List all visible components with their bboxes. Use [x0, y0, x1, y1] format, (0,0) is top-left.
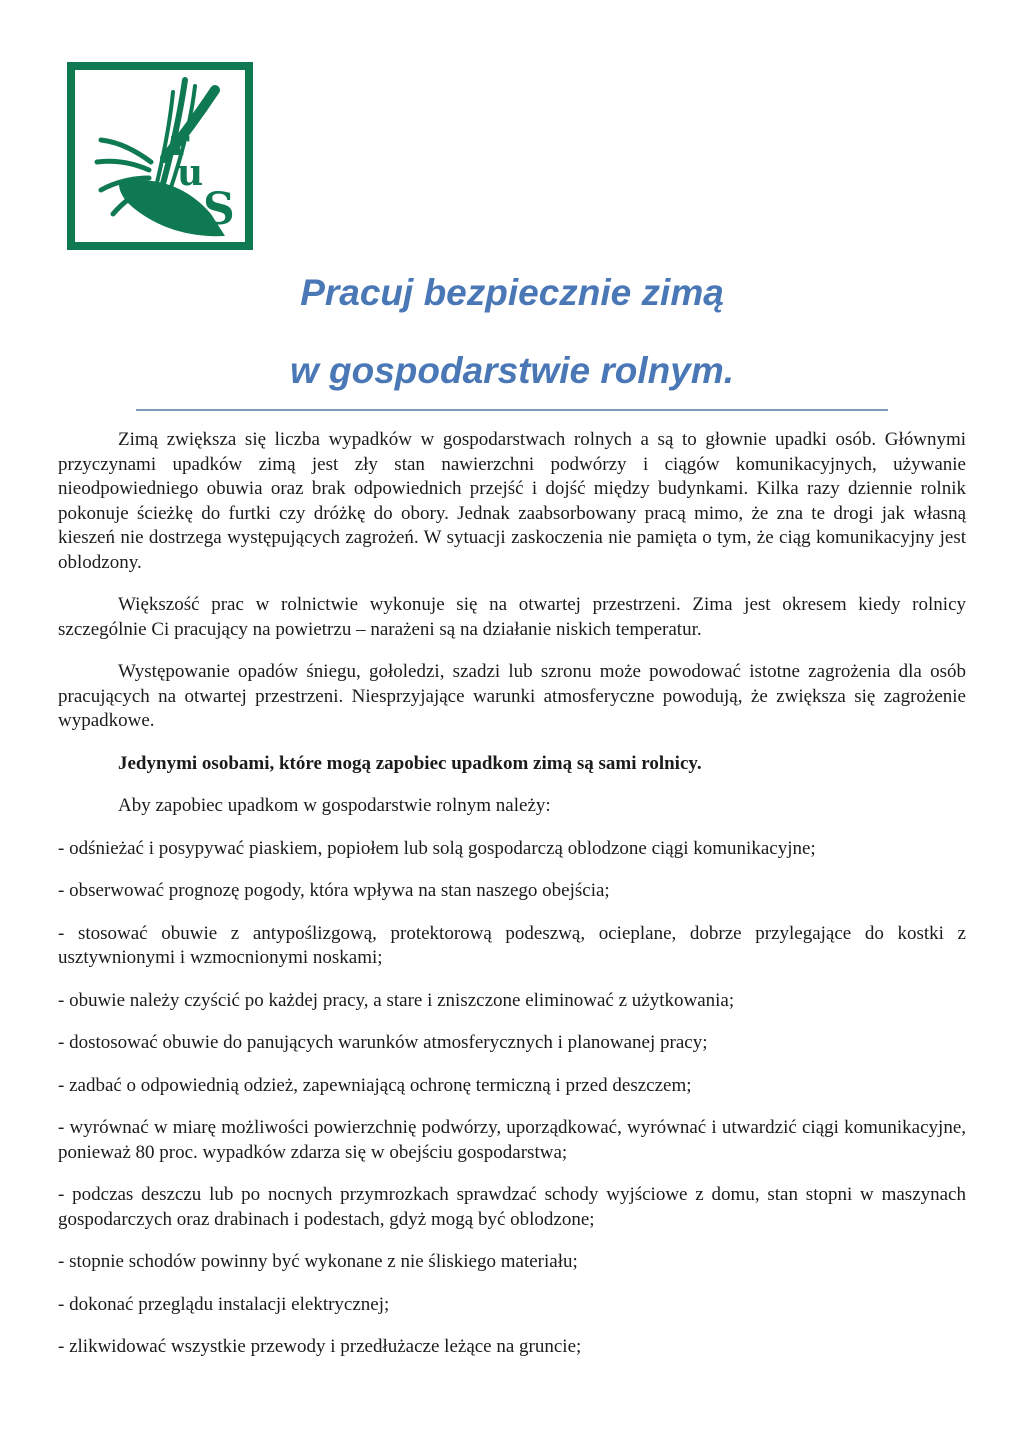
- title-divider: [136, 409, 888, 411]
- paragraph-weather-hazards: Występowanie opadów śniegu, gołoledzi, szadzi lub szronu może powodować istotne zagrożenia dla osób pracujących na otwartej przestrzeni. Niesprzyjające warunki atmosferyczne powodują, że zwiększa się zagrożenie wypadkowe.: [58, 661, 966, 731]
- logo-letter-r: r: [170, 122, 189, 164]
- krus-logo: [67, 62, 253, 250]
- list-item-yard-levelling: - wyrównać w miarę możliwości powierzchnię podwórzy, uporządkować, wyrównać i utwardzić ciągi komunikacyjne, ponieważ 80 proc. wypadków zdarza się w obejściu gospodarstwa;: [58, 1117, 966, 1163]
- krus-logo-image: [67, 62, 253, 250]
- list-item-electrical-inspection: - dokonać przeglądu instalacji elektrycznej;: [58, 1293, 390, 1315]
- document-title-line1: Pracuj bezpiecznie zimą: [300, 272, 724, 313]
- list-item-footwear-conditions: - dostosować obuwie do panujących warunków atmosferycznych i planowanej pracy;: [58, 1032, 708, 1053]
- document-title-line2: w gospodarstwie rolnym.: [289, 350, 735, 391]
- list-item-clothing: - zadbać o odpowiednią odzież, zapewniającą ochronę termiczną i przed deszczem;: [58, 1074, 692, 1096]
- list-item-check-stairs: - podczas deszczu lub po nocnych przymrozkach sprawdzać schody wyjściowe z domu, stan stopni w maszynach gospodarczych oraz drabinach i podestach, gdyż mogą być oblodzone;: [58, 1184, 966, 1230]
- document-title: [0, 272, 1024, 392]
- list-item-remove-cables: - zlikwidować wszystkie przewody i przedłużacze leżące na gruncie;: [58, 1336, 582, 1357]
- list-item-footwear-cleaning: - obuwie należy czyścić po każdej pracy, a stare i zniszczone eliminować z użytkowania;: [58, 989, 735, 1011]
- paragraph-causes-of-falls: Zimą zwiększa się liczba wypadków w gospodarstwach rolnych a są to głownie upadki osób. Głównymi przyczynami upadków zimą jest zły stan nawierzchni podwórzy i ciągów komunikacyjnych, używanie nieodpowiedniego obuwia oraz brak odpowiednich przejść i dojść między budynkami. Kilka razy dziennie rolnik pokonuje ścieżkę do furtki czy dróżkę do obory. Jednak zaabsorbowany pracą mimo, że zna te drogi jak własną kieszeń nie dostrzega występujących zagrożeń. W sytuacji zaskoczenia nie pamięta o tym, że ciąg komunikacyjny jest oblodzony.: [58, 429, 966, 573]
- paragraph-outdoor-work: Większość prac w rolnictwie wykonuje się na otwartej przestrzeni. Zima jest okresem kiedy rolnicy szczególnie Ci pracujący na powietrzu – narażeni są na działanie niskich temperatur.: [58, 594, 966, 640]
- list-item-stair-material: - stopnie schodów powinny być wykonane z nie śliskiego materiału;: [58, 1251, 578, 1272]
- list-item-antislip-footwear: - stosować obuwie z antypoślizgową, protektorową podeszwą, ocieplane, dobrze przylegające do kostki z usztywnionymi i wzmocnionymi noskami;: [58, 922, 966, 968]
- list-item-snow-clearing: - odśnieżać i posypywać piaskiem, popiołem lub solą gospodarczą oblodzone ciągi komunikacyjne;: [58, 837, 816, 859]
- logo-letter-s: S: [203, 184, 235, 235]
- key-statement: Jedynymi osobami, które mogą zapobiec upadkom zimą są sami rolnicy.: [118, 752, 702, 774]
- list-item-weather-forecast: - obserwować prognozę pogody, która wpływa na stan naszego obejścia;: [58, 880, 610, 901]
- list-intro: Aby zapobiec upadkom w gospodarstwie rolnym należy:: [118, 795, 551, 816]
- logo-letter-u: u: [177, 152, 204, 194]
- document-body: [58, 428, 966, 1378]
